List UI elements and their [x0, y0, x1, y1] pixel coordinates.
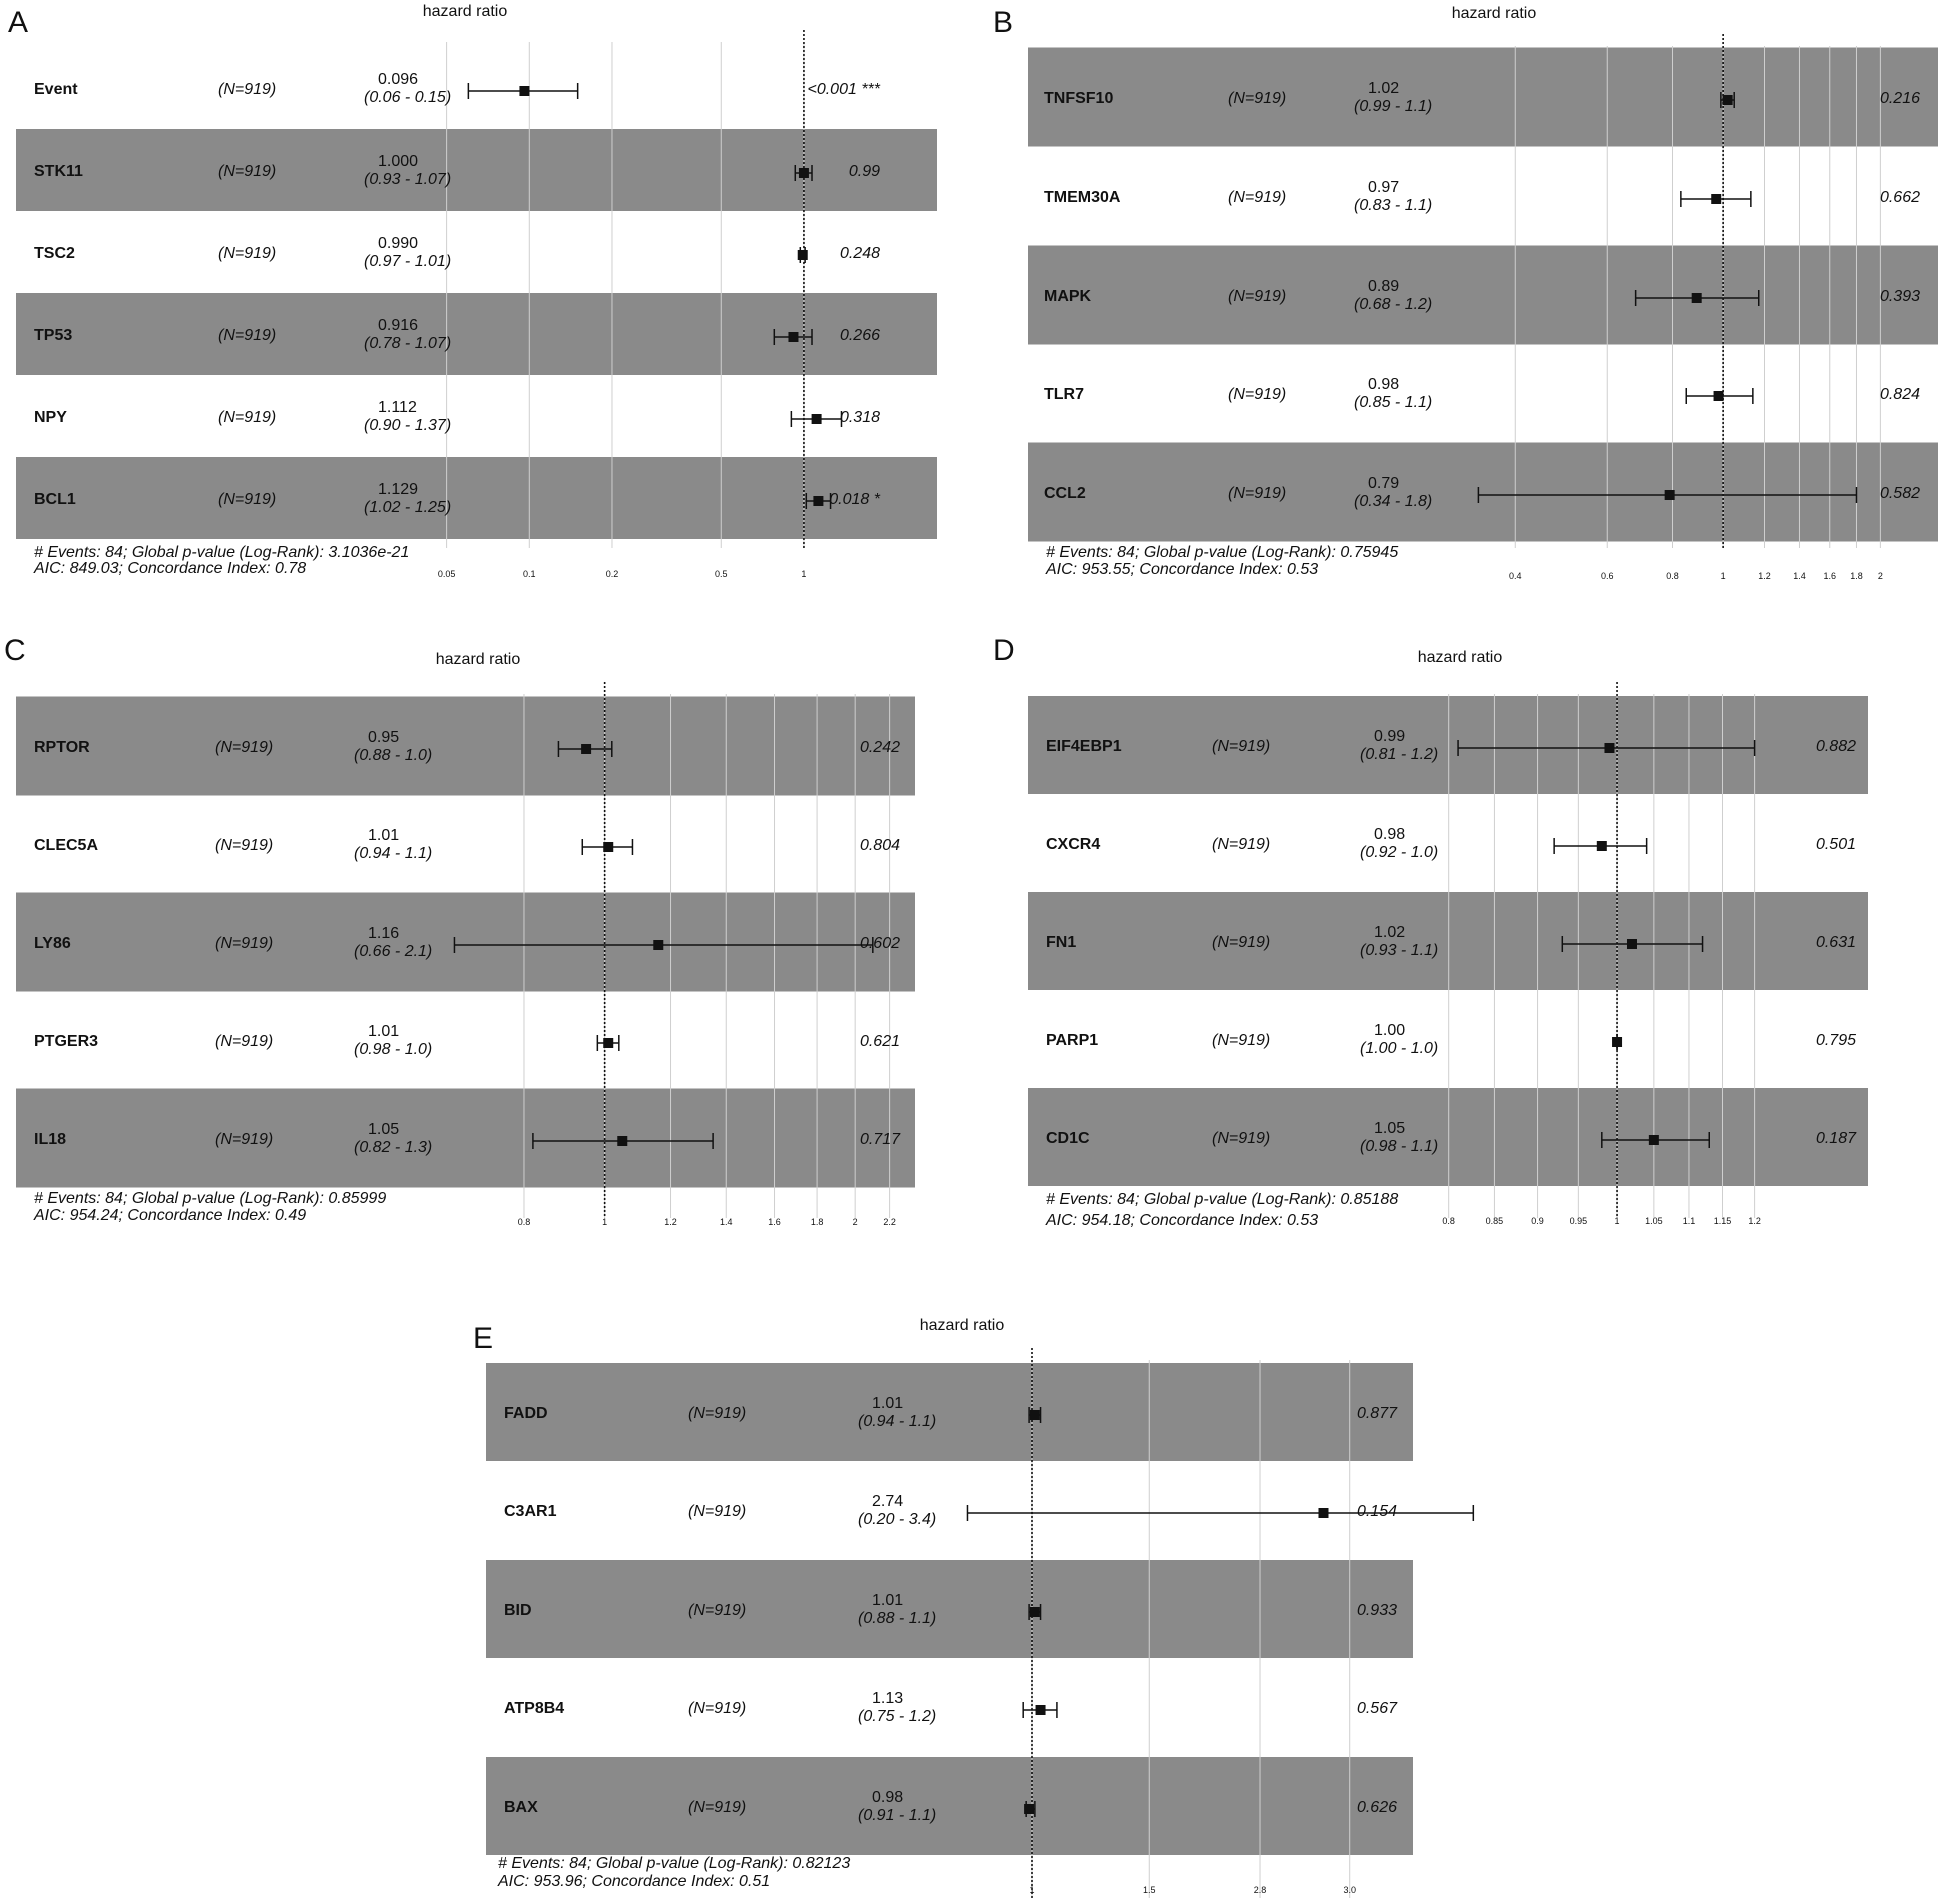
chart-title: hazard ratio — [435, 651, 521, 668]
p-value-label: <0.001 *** — [807, 81, 880, 98]
hazard-ratio-label: 0.916 — [378, 317, 419, 334]
chart-title: hazard ratio — [919, 1317, 1005, 1334]
footer-aic: AIC: 954.24; Concordance Index: 0.49 — [34, 1207, 307, 1224]
p-value-label: 0.882 — [1815, 738, 1856, 755]
hazard-ratio-point — [812, 414, 822, 424]
n-label: (N=919) — [218, 491, 277, 508]
x-tick-label: 1 — [602, 1217, 608, 1227]
variable-label: ATP8B4 — [504, 1700, 565, 1717]
confidence-interval-label: (0.98 - 1.0) — [354, 1041, 433, 1058]
p-value-label: 0.242 — [859, 739, 900, 756]
n-label: (N=919) — [688, 1799, 747, 1816]
x-tick-label: 2.8 — [1253, 1885, 1267, 1895]
hazard-ratio-label: 1.01 — [872, 1395, 904, 1412]
chart-title: hazard ratio — [1451, 5, 1537, 22]
row-band — [16, 129, 937, 211]
hazard-ratio-point — [519, 86, 529, 96]
confidence-interval-label: (0.20 - 3.4) — [858, 1511, 937, 1528]
hazard-ratio-point — [1030, 1607, 1040, 1617]
footer-events: # Events: 84; Global p-value (Log-Rank): 0.85188 — [1046, 1191, 1399, 1208]
n-label: (N=919) — [1228, 189, 1287, 206]
panel-b — [993, 5, 1938, 581]
hazard-ratio-label: 1.01 — [872, 1592, 904, 1609]
x-tick-label: 1.8 — [1850, 571, 1863, 581]
hazard-ratio-point — [1723, 95, 1733, 105]
x-tick-label: 1.15 — [1713, 1216, 1732, 1226]
hazard-ratio-label: 0.89 — [1368, 278, 1400, 295]
row-band — [486, 1560, 1413, 1658]
x-tick-label: 1 — [1029, 1885, 1035, 1895]
confidence-interval-label: (0.94 - 1.1) — [354, 845, 433, 862]
panel-label: E — [473, 1322, 494, 1355]
panel-label: A — [8, 6, 29, 39]
hazard-ratio-label: 1.129 — [378, 481, 419, 498]
hazard-ratio-point — [1711, 194, 1721, 204]
x-tick-label: 0.8 — [1666, 571, 1679, 581]
hazard-ratio-point — [603, 842, 613, 852]
confidence-interval-label: (0.97 - 1.01) — [364, 253, 452, 270]
variable-label: RPTOR — [34, 739, 90, 756]
n-label: (N=919) — [215, 1131, 274, 1148]
chart-title: hazard ratio — [422, 3, 508, 20]
footer-events: # Events: 84; Global p-value (Log-Rank): 0.75945 — [1046, 544, 1399, 561]
confidence-interval-label: (0.88 - 1.0) — [354, 747, 433, 764]
variable-label: TP53 — [34, 327, 73, 344]
footer-aic: AIC: 954.18; Concordance Index: 0.53 — [1046, 1212, 1319, 1229]
p-value-label: 0.501 — [1815, 836, 1856, 853]
row-band — [1028, 443, 1938, 542]
hazard-ratio-point — [603, 1038, 613, 1048]
x-tick-label: 1.8 — [810, 1217, 824, 1227]
hazard-ratio-label: 1.000 — [378, 153, 419, 170]
hazard-ratio-label: 0.97 — [1368, 179, 1400, 196]
hazard-ratio-point — [1024, 1804, 1034, 1814]
hazard-ratio-label: 0.096 — [378, 71, 419, 88]
p-value-label: 0.582 — [1879, 485, 1920, 502]
x-tick-label: 1.2 — [664, 1217, 677, 1227]
confidence-interval-label: (0.99 - 1.1) — [1354, 98, 1433, 115]
row-band — [16, 293, 937, 375]
variable-label: CD1C — [1046, 1130, 1090, 1147]
hazard-ratio-point — [581, 744, 591, 754]
row-band — [1028, 892, 1868, 990]
p-value-label: 0.626 — [1356, 1799, 1397, 1816]
x-tick-label: 0.6 — [1600, 571, 1614, 581]
p-value-label: 0.567 — [1356, 1700, 1397, 1717]
p-value-label: 0.248 — [839, 245, 880, 262]
hazard-ratio-point — [1714, 391, 1724, 401]
hazard-ratio-point — [798, 250, 808, 260]
confidence-interval-label: (0.90 - 1.37) — [364, 417, 452, 434]
row-band — [1028, 48, 1938, 147]
variable-label: C3AR1 — [504, 1503, 557, 1520]
x-tick-label: 0.2 — [605, 569, 619, 579]
panel-e — [473, 1317, 1473, 1898]
x-tick-label: 1.4 — [719, 1217, 733, 1227]
n-label: (N=919) — [688, 1503, 747, 1520]
row-band — [1028, 1088, 1868, 1186]
x-tick-label: 3.0 — [1343, 1885, 1356, 1895]
hazard-ratio-point — [1627, 939, 1637, 949]
hazard-ratio-label: 1.02 — [1368, 80, 1400, 97]
confidence-interval-label: (0.06 - 0.15) — [364, 89, 452, 106]
row-band — [486, 1757, 1413, 1855]
p-value-label: 0.393 — [1879, 288, 1920, 305]
p-value-label: 0.717 — [859, 1131, 900, 1148]
hazard-ratio-label: 0.79 — [1368, 475, 1400, 492]
x-tick-label: 0.8 — [1442, 1216, 1455, 1226]
variable-label: EIF4EBP1 — [1046, 738, 1122, 755]
p-value-label: 0.824 — [1879, 386, 1920, 403]
x-tick-label: 0.8 — [517, 1217, 531, 1227]
x-tick-label: 0.9 — [1531, 1216, 1544, 1226]
confidence-interval-label: (0.34 - 1.8) — [1354, 493, 1433, 510]
footer-events: # Events: 84; Global p-value (Log-Rank): 0.82123 — [498, 1855, 851, 1872]
x-tick-label: 1.2 — [1758, 571, 1771, 581]
n-label: (N=919) — [215, 1033, 274, 1050]
x-tick-label: 2.2 — [883, 1217, 896, 1227]
hazard-ratio-point — [813, 496, 823, 506]
variable-label: LY86 — [34, 935, 71, 952]
row-band — [16, 1089, 915, 1188]
panel-label: C — [4, 634, 26, 667]
hazard-ratio-point — [1612, 1037, 1622, 1047]
confidence-interval-label: (0.85 - 1.1) — [1354, 394, 1433, 411]
variable-label: CCL2 — [1044, 485, 1086, 502]
x-tick-label: 0.85 — [1485, 1216, 1504, 1226]
hazard-ratio-point — [1318, 1508, 1328, 1518]
variable-label: IL18 — [34, 1131, 67, 1148]
row-band — [16, 697, 915, 796]
n-label: (N=919) — [215, 935, 274, 952]
confidence-interval-label: (0.83 - 1.1) — [1354, 197, 1433, 214]
chart-title: hazard ratio — [1417, 649, 1503, 666]
hazard-ratio-point — [653, 940, 663, 950]
p-value-label: 0.631 — [1815, 934, 1856, 951]
hazard-ratio-label: 1.05 — [1374, 1120, 1406, 1137]
footer-aic: AIC: 849.03; Concordance Index: 0.78 — [34, 560, 307, 577]
footer-events: # Events: 84; Global p-value (Log-Rank): 3.1036e-21 — [34, 544, 410, 561]
variable-label: CLEC5A — [34, 837, 99, 854]
confidence-interval-label: (0.94 - 1.1) — [858, 1413, 937, 1430]
x-tick-label: 0.4 — [1509, 571, 1522, 581]
variable-label: MAPK — [1044, 288, 1092, 305]
p-value-label: 0.318 — [839, 409, 880, 426]
hazard-ratio-point — [617, 1136, 627, 1146]
n-label: (N=919) — [1212, 836, 1271, 853]
n-label: (N=919) — [1212, 934, 1271, 951]
row-band — [1028, 696, 1868, 794]
variable-label: Event — [34, 81, 78, 98]
hazard-ratio-point — [1692, 293, 1702, 303]
confidence-interval-label: (1.00 - 1.0) — [1360, 1040, 1439, 1057]
confidence-interval-label: (0.93 - 1.07) — [364, 171, 452, 188]
variable-label: BID — [504, 1602, 532, 1619]
hazard-ratio-point — [1030, 1410, 1040, 1420]
x-tick-label: 1.4 — [1793, 571, 1806, 581]
x-tick-label: 2 — [1877, 571, 1883, 581]
confidence-interval-label: (0.68 - 1.2) — [1354, 296, 1433, 313]
confidence-interval-label: (0.93 - 1.1) — [1360, 942, 1439, 959]
x-tick-label: 0.95 — [1569, 1216, 1588, 1226]
n-label: (N=919) — [1228, 485, 1287, 502]
n-label: (N=919) — [1212, 1032, 1271, 1049]
confidence-interval-label: (0.88 - 1.1) — [858, 1610, 937, 1627]
row-band — [16, 457, 937, 539]
hazard-ratio-label: 0.98 — [1368, 376, 1400, 393]
n-label: (N=919) — [1228, 288, 1287, 305]
hazard-ratio-label: 1.05 — [368, 1121, 400, 1138]
variable-label: PTGER3 — [34, 1033, 99, 1050]
x-tick-label: 2 — [852, 1217, 858, 1227]
hazard-ratio-point — [1604, 743, 1614, 753]
confidence-interval-label: (1.02 - 1.25) — [364, 499, 452, 516]
p-value-label: 0.154 — [1356, 1503, 1397, 1520]
x-tick-label: 1 — [801, 569, 807, 579]
variable-label: TSC2 — [34, 245, 75, 262]
x-tick-label: 1.5 — [1143, 1885, 1156, 1895]
n-label: (N=919) — [688, 1405, 747, 1422]
panel-c — [4, 634, 915, 1227]
n-label: (N=919) — [218, 245, 277, 262]
p-value-label: 0.621 — [859, 1033, 900, 1050]
hazard-ratio-label: 1.112 — [378, 399, 417, 416]
confidence-interval-label: (0.78 - 1.07) — [364, 335, 452, 352]
hazard-ratio-label: 1.00 — [1374, 1022, 1406, 1039]
x-tick-label: 1.1 — [1682, 1216, 1696, 1226]
hazard-ratio-label: 1.13 — [872, 1690, 904, 1707]
n-label: (N=919) — [218, 81, 277, 98]
x-tick-label: 1.6 — [1823, 571, 1837, 581]
hazard-ratio-label: 0.99 — [1374, 728, 1406, 745]
hazard-ratio-label: 1.01 — [368, 1023, 400, 1040]
p-value-label: 0.795 — [1815, 1032, 1856, 1049]
n-label: (N=919) — [218, 327, 277, 344]
confidence-interval-label: (0.92 - 1.0) — [1360, 844, 1439, 861]
n-label: (N=919) — [1212, 1130, 1271, 1147]
p-value-label: 0.877 — [1356, 1405, 1397, 1422]
variable-label: STK11 — [34, 163, 83, 180]
hazard-ratio-point — [1649, 1135, 1659, 1145]
x-tick-label: 1.6 — [768, 1217, 781, 1227]
p-value-label: 0.216 — [1879, 90, 1920, 107]
n-label: (N=919) — [1212, 738, 1271, 755]
n-label: (N=919) — [215, 739, 274, 756]
hazard-ratio-label: 1.16 — [368, 925, 400, 942]
footer-events: # Events: 84; Global p-value (Log-Rank): 0.85999 — [34, 1190, 387, 1207]
variable-label: FADD — [504, 1405, 548, 1422]
confidence-interval-label: (0.75 - 1.2) — [858, 1708, 937, 1725]
n-label: (N=919) — [218, 409, 277, 426]
p-value-label: 0.99 — [848, 163, 880, 180]
p-value-label: 0.933 — [1356, 1602, 1397, 1619]
hazard-ratio-point — [799, 168, 809, 178]
variable-label: CXCR4 — [1046, 836, 1101, 853]
variable-label: FN1 — [1046, 934, 1077, 951]
hazard-ratio-label: 2.74 — [872, 1493, 904, 1510]
hazard-ratio-label: 0.95 — [368, 729, 400, 746]
x-tick-label: 1 — [1720, 571, 1726, 581]
variable-label: TNFSF10 — [1044, 90, 1114, 107]
footer-aic: AIC: 953.55; Concordance Index: 0.53 — [1046, 561, 1319, 578]
x-tick-label: 1.2 — [1748, 1216, 1761, 1226]
hazard-ratio-label: 1.01 — [368, 827, 400, 844]
x-tick-label: 0.5 — [715, 569, 728, 579]
hazard-ratio-label: 0.98 — [1374, 826, 1406, 843]
p-value-label: 0.804 — [859, 837, 900, 854]
n-label: (N=919) — [688, 1602, 747, 1619]
p-value-label: 0.662 — [1879, 189, 1920, 206]
confidence-interval-label: (0.66 - 2.1) — [354, 943, 433, 960]
footer-aic: AIC: 953.96; Concordance Index: 0.51 — [498, 1873, 771, 1890]
panel-a — [8, 3, 937, 579]
confidence-interval-label: (0.91 - 1.1) — [858, 1807, 937, 1824]
n-label: (N=919) — [1228, 90, 1287, 107]
variable-label: TMEM30A — [1044, 189, 1121, 206]
p-value-label: 0.266 — [839, 327, 880, 344]
confidence-interval-label: (0.82 - 1.3) — [354, 1139, 433, 1156]
p-value-label: 0.602 — [859, 935, 900, 952]
n-label: (N=919) — [218, 163, 277, 180]
n-label: (N=919) — [688, 1700, 747, 1717]
x-tick-label: 0.05 — [437, 569, 456, 579]
hazard-ratio-label: 0.990 — [378, 235, 419, 252]
hazard-ratio-point — [1036, 1705, 1046, 1715]
x-tick-label: 1.05 — [1645, 1216, 1663, 1226]
n-label: (N=919) — [1228, 386, 1287, 403]
variable-label: BAX — [504, 1799, 538, 1816]
x-tick-label: 1 — [1614, 1216, 1620, 1226]
confidence-interval-label: (0.81 - 1.2) — [1360, 746, 1439, 763]
row-band — [486, 1363, 1413, 1461]
variable-label: TLR7 — [1044, 386, 1084, 403]
p-value-label: 0.187 — [1815, 1130, 1856, 1147]
panel-d — [993, 634, 1868, 1229]
panel-label: D — [993, 634, 1015, 667]
variable-label: PARP1 — [1046, 1032, 1099, 1049]
variable-label: BCL1 — [34, 491, 76, 508]
hazard-ratio-label: 1.02 — [1374, 924, 1406, 941]
x-tick-label: 0.1 — [523, 569, 536, 579]
confidence-interval-label: (0.98 - 1.1) — [1360, 1138, 1439, 1155]
row-band — [1028, 246, 1938, 345]
hazard-ratio-point — [1597, 841, 1607, 851]
hazard-ratio-point — [788, 332, 798, 342]
p-value-label: 0.018 * — [829, 491, 880, 508]
hazard-ratio-label: 0.98 — [872, 1789, 904, 1806]
n-label: (N=919) — [215, 837, 274, 854]
hazard-ratio-point — [1665, 490, 1675, 500]
row-band — [16, 893, 915, 992]
panel-label: B — [993, 6, 1014, 39]
variable-label: NPY — [34, 409, 67, 426]
